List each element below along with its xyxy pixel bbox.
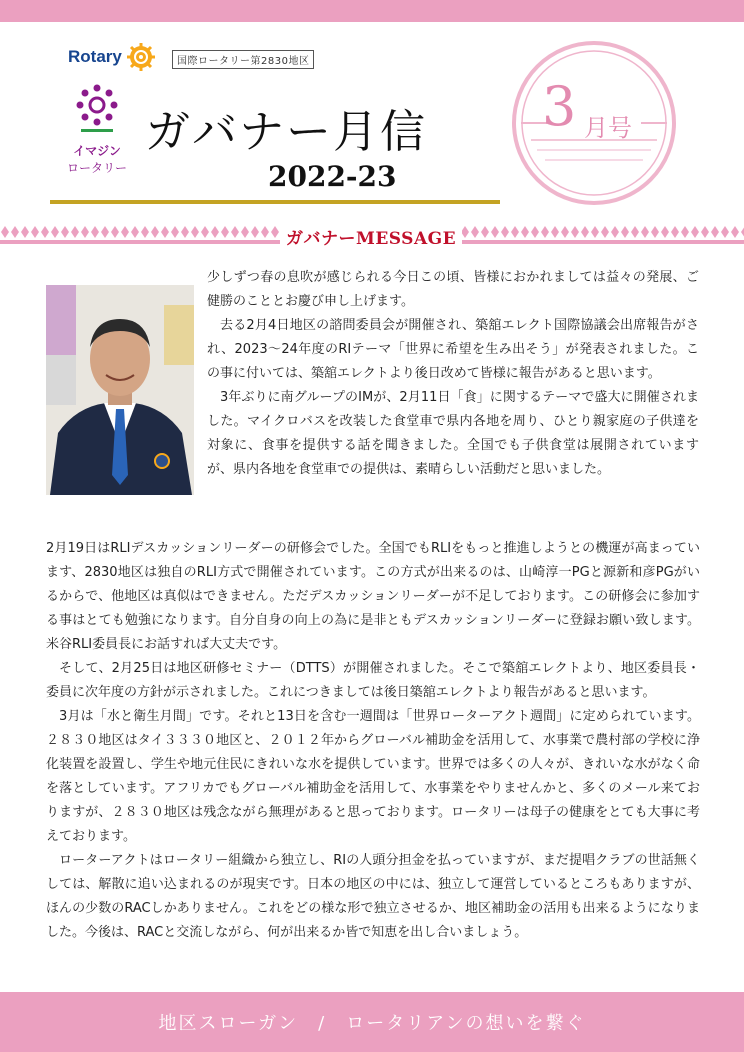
imagine-rotary-logo <box>64 84 130 176</box>
message-paragraph: 去る2月4日地区の諮問委員会が開催され、築舘エレクト国際協議会出席報告がされ、2023～24年度のRIテーマ「世界に希望を生み出そう」が発表されました。この事に付いては、築舘エレクトより後日改めて皆様に報告があると思います。 <box>207 318 699 381</box>
governor-portrait <box>46 285 194 495</box>
message-paragraph: 3年ぶりに南グループのIMが、2月11日「食」に関するテーマで盛大に開催されました。マイクロバスを改装した食堂車で県内各地を周り、ひとり親家庭の子供達を対象に、食事を提供する話を聞きました。全国でも子供食堂は展開されていますが、県内各地を食堂車での提供は、素晴らしい活動だと思いました。 <box>207 390 699 477</box>
page-title: ガバナー月信 <box>145 105 428 158</box>
rotary-year: 2022-23 <box>268 160 397 193</box>
footer-band <box>0 992 744 1052</box>
message-paragraph: 2月19日はRLIデスカッションリーダーの研修会でした。全国でもRLIをもっと推進しようとの機運が高まっています、2830地区は独自のRLI方式で開催されています。この方式が出来るのは、山崎淳一PGと源新和彦PGがいるからで、他地区は真似はできません。ただデスカッションリーダーが不足しております。この研修会に参加する事はとても勉強になります。自分自身の向上の為に是非ともデスカッションリーダーに登録お願い致します。米谷RLI委員長にお話すれば大丈夫です。 <box>46 541 700 652</box>
title-underline <box>50 200 500 204</box>
imagine-flower-icon <box>75 84 119 134</box>
district-slogan: 地区スローガン / ロータリアンの想いを繋ぐ <box>158 1013 586 1034</box>
district-label: 国際ロータリー第2830地区 <box>172 50 314 69</box>
message-paragraph: そして、2月25日は地区研修セミナー（DTTS）が開催されました。そこで築舘エレクトより、地区委員長・委員に次年度の方針が示されました。これにつきましては後日築舘エレクトより報告があると思います。 <box>46 661 700 700</box>
rotary-wheel-icon <box>126 42 156 72</box>
imagine-label: イマジン <box>73 144 121 158</box>
message-paragraph: ローターアクトはロータリー組織から独立し、RIの人頭分担金を払っていますが、まだ提唱クラブの世話無くしては、解散に追い込まれるのが現実です。日本の地区の中には、独立して運営しているところもありますが、ほんの少数のRACしかありません。これをどの様な形で独立させるか、地区補助金の活用も出来るようになりました。今後は、RACと交流しながら、何が出来るか皆で知恵を出し合いましょう。 <box>46 853 700 940</box>
issue-month-unit: 月号 <box>584 114 632 142</box>
rotary-label: ロータリー <box>66 161 127 175</box>
message-paragraph: 3月は「水と衛生月間」です。それと13日を含む一週間は「世界ローターアクト週間」に定められています。２８３０地区はタイ３３３０地区と、２０１２年からグローバル補助金を活用して、水事業で農村部の学校に浄化装置を設置し、学生や地元住民にきれいな水を提供しています。世界では多くの人々が、きれいな水がなく命を落としています。アフリカでもグローバル補助金を活用して、水事業をやりませんかと、多くのメール来ておりますが、２８３０地区は残念ながら無理があると思っております。ロータリーは母子の健康をとても大事に考えております。 <box>46 709 701 844</box>
rotary-logo <box>68 42 156 72</box>
rotary-wordmark: Rotary <box>68 47 122 66</box>
message-lower-text <box>46 537 700 945</box>
message-upper-text <box>207 266 699 482</box>
top-pink-band <box>0 0 744 22</box>
issue-month-number: 3 <box>542 75 577 138</box>
message-paragraph: 少しずつ春の息吹が感じられる今日この頃、皆様におかれましては益々の発展、ご健勝のこととお慶び申し上げます。 <box>207 270 699 309</box>
message-heading: ガバナーMESSAGE <box>280 224 462 249</box>
